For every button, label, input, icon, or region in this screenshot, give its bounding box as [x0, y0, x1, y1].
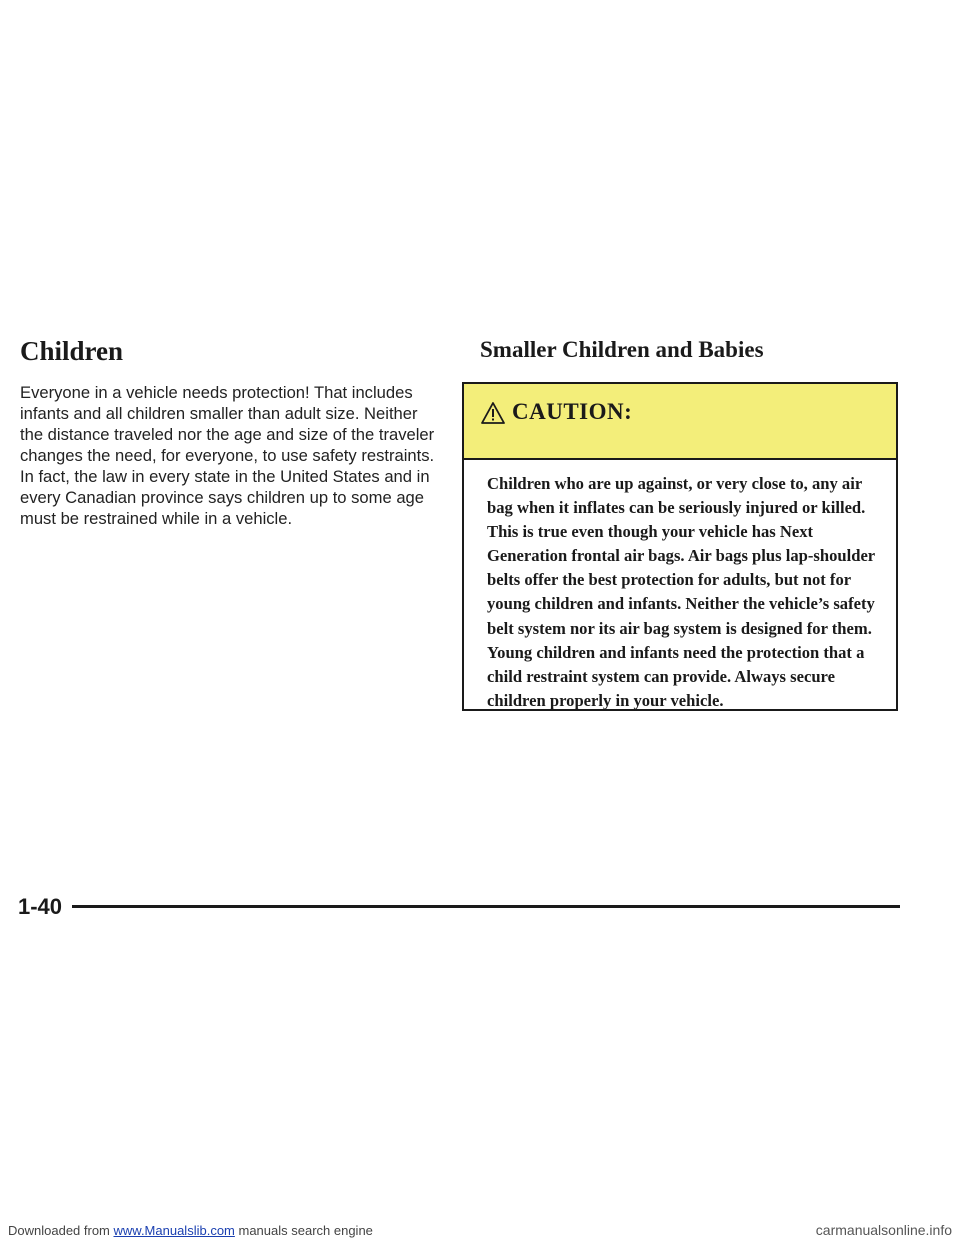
- page-rule-divider: [72, 905, 900, 908]
- download-footer: [8, 1223, 373, 1238]
- manualslib-link[interactable]: www.Manualslib.com: [113, 1223, 235, 1238]
- warning-triangle-icon: [481, 402, 505, 424]
- caution-banner: [464, 384, 896, 460]
- section-heading-smaller-children: Smaller Children and Babies: [480, 337, 764, 362]
- caution-label: CAUTION:: [512, 399, 633, 424]
- caution-box: [462, 382, 898, 711]
- footer-suffix: manuals search engine: [234, 1223, 373, 1238]
- children-body-text: Everyone in a vehicle needs protection! That includes infants and all children smaller than adult size. Neither the distance traveled nor the age and size of the traveler changes the need, for everyone, to use safety restraints. In fact, the law in every state in the United States and in every Canadian province says children up to some age must be restrained while in a vehicle.: [20, 383, 435, 528]
- footer-prefix: Downloaded from: [8, 1223, 114, 1238]
- caution-text: Children who are up against, or very close to, any air bag when it inflates can be seriously injured or killed. This is true even though your vehicle has Next Generation frontal air bags. Air bags plus lap-shoulder belts offer the best protection for adults, but not for young children and infants. Neither the vehicle’s safety belt system nor its air bag system is designed for them. Young children and infants need the protection that a child restraint system can provide. Always secure children properly in your vehicle.: [487, 474, 875, 710]
- watermark-text: carmanualsonline.info: [815, 1222, 952, 1238]
- section-heading-children: Children: [20, 336, 124, 366]
- page-number: 1-40: [18, 894, 63, 919]
